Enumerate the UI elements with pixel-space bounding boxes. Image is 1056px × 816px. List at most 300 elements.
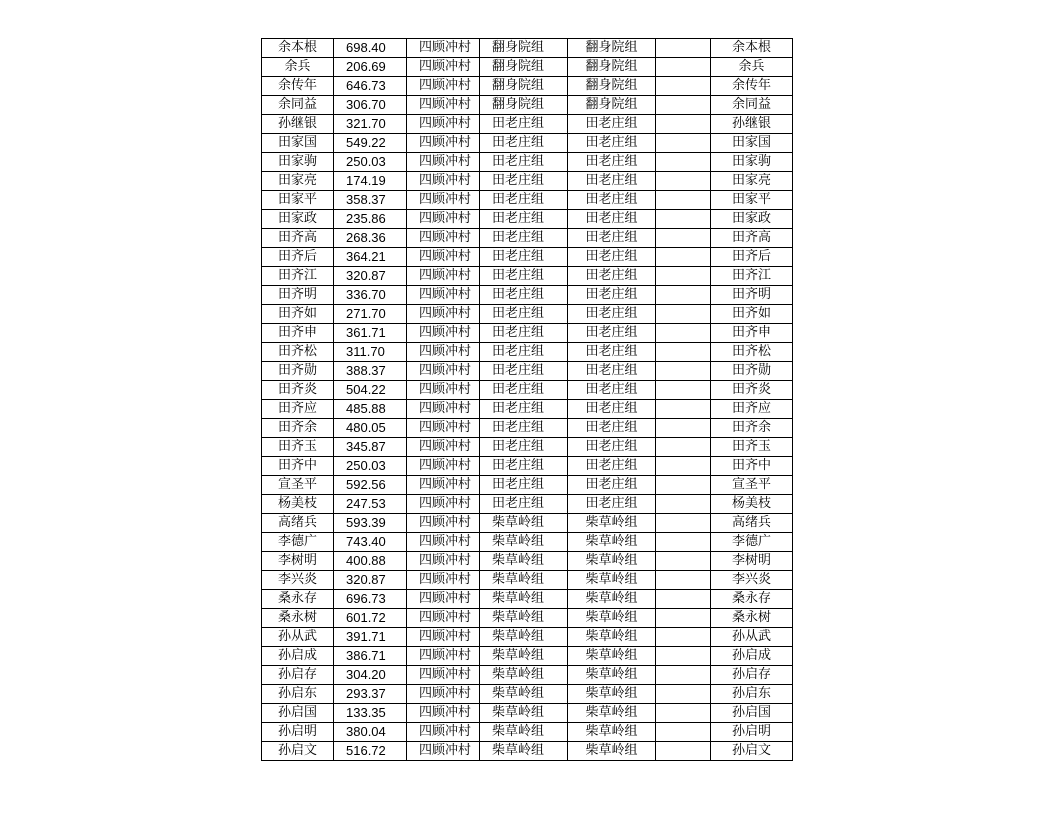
blank-cell	[656, 172, 711, 191]
group-cell-2: 田老庄组	[568, 324, 656, 343]
group-cell: 柴草岭组	[480, 571, 568, 590]
table-row	[262, 305, 793, 324]
blank-cell	[656, 457, 711, 476]
table-row	[262, 723, 793, 742]
village-cell: 四顾冲村	[407, 514, 480, 533]
blank-cell	[656, 742, 711, 761]
amount-cell: 320.87	[334, 571, 407, 590]
village-cell: 四顾冲村	[407, 381, 480, 400]
group-cell: 柴草岭组	[480, 704, 568, 723]
group-cell: 田老庄组	[480, 324, 568, 343]
group-cell: 田老庄组	[480, 457, 568, 476]
holder-name-cell: 田齐应	[262, 400, 334, 419]
group-cell-2: 田老庄组	[568, 362, 656, 381]
group-cell: 田老庄组	[480, 153, 568, 172]
amount-cell: 206.69	[334, 58, 407, 77]
holder-name-cell: 孙启文	[262, 742, 334, 761]
group-cell: 田老庄组	[480, 419, 568, 438]
group-cell: 柴草岭组	[480, 514, 568, 533]
table-row	[262, 552, 793, 571]
payee-name-cell: 孙启成	[711, 647, 793, 666]
group-cell: 田老庄组	[480, 172, 568, 191]
payee-name-cell: 田齐中	[711, 457, 793, 476]
amount-cell: 345.87	[334, 438, 407, 457]
amount-cell: 380.04	[334, 723, 407, 742]
group-cell: 田老庄组	[480, 191, 568, 210]
payee-name-cell: 田齐如	[711, 305, 793, 324]
holder-name-cell: 田家政	[262, 210, 334, 229]
amount-cell: 247.53	[334, 495, 407, 514]
blank-cell	[656, 495, 711, 514]
village-cell: 四顾冲村	[407, 77, 480, 96]
village-cell: 四顾冲村	[407, 229, 480, 248]
amount-cell: 306.70	[334, 96, 407, 115]
holder-name-cell: 田齐江	[262, 267, 334, 286]
group-cell-2: 柴草岭组	[568, 666, 656, 685]
table-row	[262, 229, 793, 248]
payee-name-cell: 田齐余	[711, 419, 793, 438]
blank-cell	[656, 134, 711, 153]
village-cell: 四顾冲村	[407, 438, 480, 457]
village-cell: 四顾冲村	[407, 343, 480, 362]
group-cell: 田老庄组	[480, 210, 568, 229]
group-cell: 田老庄组	[480, 343, 568, 362]
group-cell-2: 田老庄组	[568, 267, 656, 286]
group-cell-2: 田老庄组	[568, 210, 656, 229]
blank-cell	[656, 324, 711, 343]
village-cell: 四顾冲村	[407, 628, 480, 647]
blank-cell	[656, 609, 711, 628]
blank-cell	[656, 362, 711, 381]
table-row	[262, 381, 793, 400]
holder-name-cell: 田齐高	[262, 229, 334, 248]
holder-name-cell: 杨美枝	[262, 495, 334, 514]
group-cell: 田老庄组	[480, 400, 568, 419]
group-cell: 田老庄组	[480, 115, 568, 134]
group-cell-2: 柴草岭组	[568, 571, 656, 590]
table-row	[262, 419, 793, 438]
payee-name-cell: 余兵	[711, 58, 793, 77]
blank-cell	[656, 381, 711, 400]
payee-name-cell: 孙启东	[711, 685, 793, 704]
amount-cell: 549.22	[334, 134, 407, 153]
blank-cell	[656, 115, 711, 134]
payee-name-cell: 孙启明	[711, 723, 793, 742]
group-cell: 柴草岭组	[480, 552, 568, 571]
group-cell: 田老庄组	[480, 134, 568, 153]
table-row	[262, 115, 793, 134]
village-cell: 四顾冲村	[407, 153, 480, 172]
payee-name-cell: 田齐后	[711, 248, 793, 267]
blank-cell	[656, 267, 711, 286]
payee-name-cell: 桑永树	[711, 609, 793, 628]
group-cell-2: 田老庄组	[568, 419, 656, 438]
group-cell-2: 翻身院组	[568, 39, 656, 58]
payee-name-cell: 田家政	[711, 210, 793, 229]
blank-cell	[656, 514, 711, 533]
amount-cell: 400.88	[334, 552, 407, 571]
group-cell: 柴草岭组	[480, 685, 568, 704]
amount-cell: 592.56	[334, 476, 407, 495]
payee-name-cell: 孙启存	[711, 666, 793, 685]
table-row	[262, 685, 793, 704]
blank-cell	[656, 210, 711, 229]
table-row	[262, 590, 793, 609]
holder-name-cell: 孙启成	[262, 647, 334, 666]
group-cell: 田老庄组	[480, 362, 568, 381]
group-cell-2: 田老庄组	[568, 438, 656, 457]
payee-name-cell: 李德广	[711, 533, 793, 552]
group-cell-2: 柴草岭组	[568, 704, 656, 723]
group-cell-2: 柴草岭组	[568, 742, 656, 761]
table-row	[262, 96, 793, 115]
holder-name-cell: 余传年	[262, 77, 334, 96]
amount-cell: 504.22	[334, 381, 407, 400]
payee-name-cell: 田家平	[711, 191, 793, 210]
blank-cell	[656, 533, 711, 552]
amount-cell: 133.35	[334, 704, 407, 723]
table-row	[262, 286, 793, 305]
payee-name-cell: 孙启文	[711, 742, 793, 761]
group-cell-2: 田老庄组	[568, 495, 656, 514]
holder-name-cell: 田家国	[262, 134, 334, 153]
payee-name-cell: 田齐勋	[711, 362, 793, 381]
group-cell: 田老庄组	[480, 248, 568, 267]
holder-name-cell: 李树明	[262, 552, 334, 571]
group-cell: 柴草岭组	[480, 609, 568, 628]
amount-cell: 271.70	[334, 305, 407, 324]
ledger-body	[262, 39, 793, 761]
blank-cell	[656, 666, 711, 685]
village-cell: 四顾冲村	[407, 533, 480, 552]
payee-name-cell: 余本根	[711, 39, 793, 58]
blank-cell	[656, 552, 711, 571]
payee-name-cell: 田齐江	[711, 267, 793, 286]
table-row	[262, 248, 793, 267]
amount-cell: 386.71	[334, 647, 407, 666]
group-cell: 田老庄组	[480, 438, 568, 457]
group-cell-2: 田老庄组	[568, 286, 656, 305]
table-row	[262, 267, 793, 286]
holder-name-cell: 田齐余	[262, 419, 334, 438]
holder-name-cell: 余同益	[262, 96, 334, 115]
group-cell-2: 田老庄组	[568, 305, 656, 324]
table-row	[262, 362, 793, 381]
amount-cell: 361.71	[334, 324, 407, 343]
group-cell-2: 柴草岭组	[568, 628, 656, 647]
holder-name-cell: 田齐勋	[262, 362, 334, 381]
blank-cell	[656, 58, 711, 77]
village-cell: 四顾冲村	[407, 476, 480, 495]
group-cell: 柴草岭组	[480, 723, 568, 742]
village-cell: 四顾冲村	[407, 609, 480, 628]
table-row	[262, 438, 793, 457]
table-row	[262, 704, 793, 723]
village-cell: 四顾冲村	[407, 666, 480, 685]
village-cell: 四顾冲村	[407, 362, 480, 381]
blank-cell	[656, 476, 711, 495]
blank-cell	[656, 248, 711, 267]
amount-cell: 593.39	[334, 514, 407, 533]
table-row	[262, 77, 793, 96]
group-cell-2: 柴草岭组	[568, 609, 656, 628]
group-cell-2: 柴草岭组	[568, 590, 656, 609]
group-cell: 翻身院组	[480, 58, 568, 77]
group-cell-2: 翻身院组	[568, 58, 656, 77]
payee-name-cell: 高绪兵	[711, 514, 793, 533]
payee-name-cell: 田齐申	[711, 324, 793, 343]
village-cell: 四顾冲村	[407, 286, 480, 305]
blank-cell	[656, 647, 711, 666]
village-cell: 四顾冲村	[407, 552, 480, 571]
holder-name-cell: 田齐玉	[262, 438, 334, 457]
group-cell: 翻身院组	[480, 77, 568, 96]
blank-cell	[656, 685, 711, 704]
group-cell-2: 翻身院组	[568, 77, 656, 96]
payee-name-cell: 孙继银	[711, 115, 793, 134]
blank-cell	[656, 723, 711, 742]
holder-name-cell: 田齐明	[262, 286, 334, 305]
table-row	[262, 666, 793, 685]
group-cell: 柴草岭组	[480, 742, 568, 761]
table-row	[262, 343, 793, 362]
payee-name-cell: 余同益	[711, 96, 793, 115]
holder-name-cell: 田齐申	[262, 324, 334, 343]
holder-name-cell: 李德广	[262, 533, 334, 552]
group-cell-2: 田老庄组	[568, 400, 656, 419]
village-cell: 四顾冲村	[407, 172, 480, 191]
amount-cell: 601.72	[334, 609, 407, 628]
payee-name-cell: 田家国	[711, 134, 793, 153]
payee-name-cell: 田齐炎	[711, 381, 793, 400]
group-cell: 田老庄组	[480, 286, 568, 305]
holder-name-cell: 田家平	[262, 191, 334, 210]
group-cell: 翻身院组	[480, 39, 568, 58]
blank-cell	[656, 419, 711, 438]
table-row	[262, 647, 793, 666]
holder-name-cell: 田齐如	[262, 305, 334, 324]
payee-name-cell: 余传年	[711, 77, 793, 96]
blank-cell	[656, 571, 711, 590]
payee-name-cell: 田家亮	[711, 172, 793, 191]
table-row	[262, 742, 793, 761]
group-cell-2: 田老庄组	[568, 476, 656, 495]
payee-name-cell: 田齐玉	[711, 438, 793, 457]
amount-cell: 646.73	[334, 77, 407, 96]
group-cell-2: 翻身院组	[568, 96, 656, 115]
village-cell: 四顾冲村	[407, 647, 480, 666]
blank-cell	[656, 96, 711, 115]
holder-name-cell: 余兵	[262, 58, 334, 77]
blank-cell	[656, 286, 711, 305]
payee-name-cell: 田齐明	[711, 286, 793, 305]
village-cell: 四顾冲村	[407, 419, 480, 438]
payee-name-cell: 孙从武	[711, 628, 793, 647]
group-cell: 田老庄组	[480, 495, 568, 514]
group-cell-2: 田老庄组	[568, 153, 656, 172]
payee-name-cell: 田齐高	[711, 229, 793, 248]
group-cell-2: 田老庄组	[568, 134, 656, 153]
village-cell: 四顾冲村	[407, 191, 480, 210]
group-cell-2: 田老庄组	[568, 229, 656, 248]
holder-name-cell: 孙启东	[262, 685, 334, 704]
village-cell: 四顾冲村	[407, 590, 480, 609]
table-row	[262, 39, 793, 58]
village-cell: 四顾冲村	[407, 400, 480, 419]
table-row	[262, 400, 793, 419]
village-cell: 四顾冲村	[407, 723, 480, 742]
amount-cell: 250.03	[334, 457, 407, 476]
village-cell: 四顾冲村	[407, 96, 480, 115]
ledger-table	[261, 38, 793, 761]
holder-name-cell: 李兴炎	[262, 571, 334, 590]
holder-name-cell: 孙从武	[262, 628, 334, 647]
village-cell: 四顾冲村	[407, 685, 480, 704]
amount-cell: 268.36	[334, 229, 407, 248]
blank-cell	[656, 400, 711, 419]
group-cell: 田老庄组	[480, 476, 568, 495]
group-cell: 田老庄组	[480, 229, 568, 248]
blank-cell	[656, 77, 711, 96]
payee-name-cell: 田家驹	[711, 153, 793, 172]
blank-cell	[656, 229, 711, 248]
amount-cell: 304.20	[334, 666, 407, 685]
group-cell-2: 柴草岭组	[568, 533, 656, 552]
group-cell-2: 田老庄组	[568, 381, 656, 400]
group-cell-2: 田老庄组	[568, 343, 656, 362]
amount-cell: 174.19	[334, 172, 407, 191]
blank-cell	[656, 704, 711, 723]
table-row	[262, 571, 793, 590]
amount-cell: 293.37	[334, 685, 407, 704]
amount-cell: 311.70	[334, 343, 407, 362]
table-row	[262, 514, 793, 533]
group-cell-2: 田老庄组	[568, 172, 656, 191]
amount-cell: 743.40	[334, 533, 407, 552]
village-cell: 四顾冲村	[407, 115, 480, 134]
group-cell-2: 柴草岭组	[568, 723, 656, 742]
blank-cell	[656, 628, 711, 647]
group-cell: 翻身院组	[480, 96, 568, 115]
village-cell: 四顾冲村	[407, 210, 480, 229]
holder-name-cell: 田齐后	[262, 248, 334, 267]
payee-name-cell: 杨美枝	[711, 495, 793, 514]
holder-name-cell: 余本根	[262, 39, 334, 58]
amount-cell: 391.71	[334, 628, 407, 647]
table-row	[262, 609, 793, 628]
group-cell-2: 田老庄组	[568, 457, 656, 476]
village-cell: 四顾冲村	[407, 134, 480, 153]
village-cell: 四顾冲村	[407, 742, 480, 761]
table-row	[262, 476, 793, 495]
amount-cell: 516.72	[334, 742, 407, 761]
table-row	[262, 58, 793, 77]
table-row	[262, 172, 793, 191]
table-row	[262, 191, 793, 210]
holder-name-cell: 田家驹	[262, 153, 334, 172]
holder-name-cell: 孙启国	[262, 704, 334, 723]
holder-name-cell: 田齐中	[262, 457, 334, 476]
amount-cell: 336.70	[334, 286, 407, 305]
amount-cell: 235.86	[334, 210, 407, 229]
holder-name-cell: 宣圣平	[262, 476, 334, 495]
group-cell: 田老庄组	[480, 305, 568, 324]
village-cell: 四顾冲村	[407, 58, 480, 77]
group-cell: 柴草岭组	[480, 590, 568, 609]
table-row	[262, 457, 793, 476]
table-row	[262, 134, 793, 153]
payee-name-cell: 田齐应	[711, 400, 793, 419]
village-cell: 四顾冲村	[407, 248, 480, 267]
payee-name-cell: 孙启国	[711, 704, 793, 723]
village-cell: 四顾冲村	[407, 571, 480, 590]
group-cell-2: 田老庄组	[568, 191, 656, 210]
amount-cell: 480.05	[334, 419, 407, 438]
amount-cell: 698.40	[334, 39, 407, 58]
table-row	[262, 495, 793, 514]
holder-name-cell: 田齐松	[262, 343, 334, 362]
group-cell-2: 柴草岭组	[568, 552, 656, 571]
table-row	[262, 628, 793, 647]
holder-name-cell: 田家亮	[262, 172, 334, 191]
holder-name-cell: 孙启明	[262, 723, 334, 742]
amount-cell: 364.21	[334, 248, 407, 267]
group-cell-2: 柴草岭组	[568, 514, 656, 533]
blank-cell	[656, 438, 711, 457]
holder-name-cell: 桑永树	[262, 609, 334, 628]
group-cell: 田老庄组	[480, 381, 568, 400]
village-cell: 四顾冲村	[407, 267, 480, 286]
ledger-sheet	[261, 38, 793, 761]
blank-cell	[656, 191, 711, 210]
amount-cell: 388.37	[334, 362, 407, 381]
group-cell: 柴草岭组	[480, 666, 568, 685]
blank-cell	[656, 305, 711, 324]
table-row	[262, 324, 793, 343]
village-cell: 四顾冲村	[407, 495, 480, 514]
group-cell: 柴草岭组	[480, 628, 568, 647]
group-cell-2: 田老庄组	[568, 248, 656, 267]
table-row	[262, 153, 793, 172]
group-cell: 田老庄组	[480, 267, 568, 286]
table-row	[262, 210, 793, 229]
payee-name-cell: 李树明	[711, 552, 793, 571]
payee-name-cell: 桑永存	[711, 590, 793, 609]
blank-cell	[656, 153, 711, 172]
amount-cell: 485.88	[334, 400, 407, 419]
blank-cell	[656, 343, 711, 362]
holder-name-cell: 桑永存	[262, 590, 334, 609]
payee-name-cell: 田齐松	[711, 343, 793, 362]
amount-cell: 696.73	[334, 590, 407, 609]
holder-name-cell: 田齐炎	[262, 381, 334, 400]
blank-cell	[656, 39, 711, 58]
village-cell: 四顾冲村	[407, 457, 480, 476]
payee-name-cell: 宣圣平	[711, 476, 793, 495]
table-row	[262, 533, 793, 552]
blank-cell	[656, 590, 711, 609]
amount-cell: 320.87	[334, 267, 407, 286]
group-cell: 柴草岭组	[480, 647, 568, 666]
payee-name-cell: 李兴炎	[711, 571, 793, 590]
village-cell: 四顾冲村	[407, 324, 480, 343]
group-cell-2: 柴草岭组	[568, 647, 656, 666]
group-cell-2: 田老庄组	[568, 115, 656, 134]
holder-name-cell: 孙启存	[262, 666, 334, 685]
group-cell-2: 柴草岭组	[568, 685, 656, 704]
amount-cell: 358.37	[334, 191, 407, 210]
group-cell: 柴草岭组	[480, 533, 568, 552]
